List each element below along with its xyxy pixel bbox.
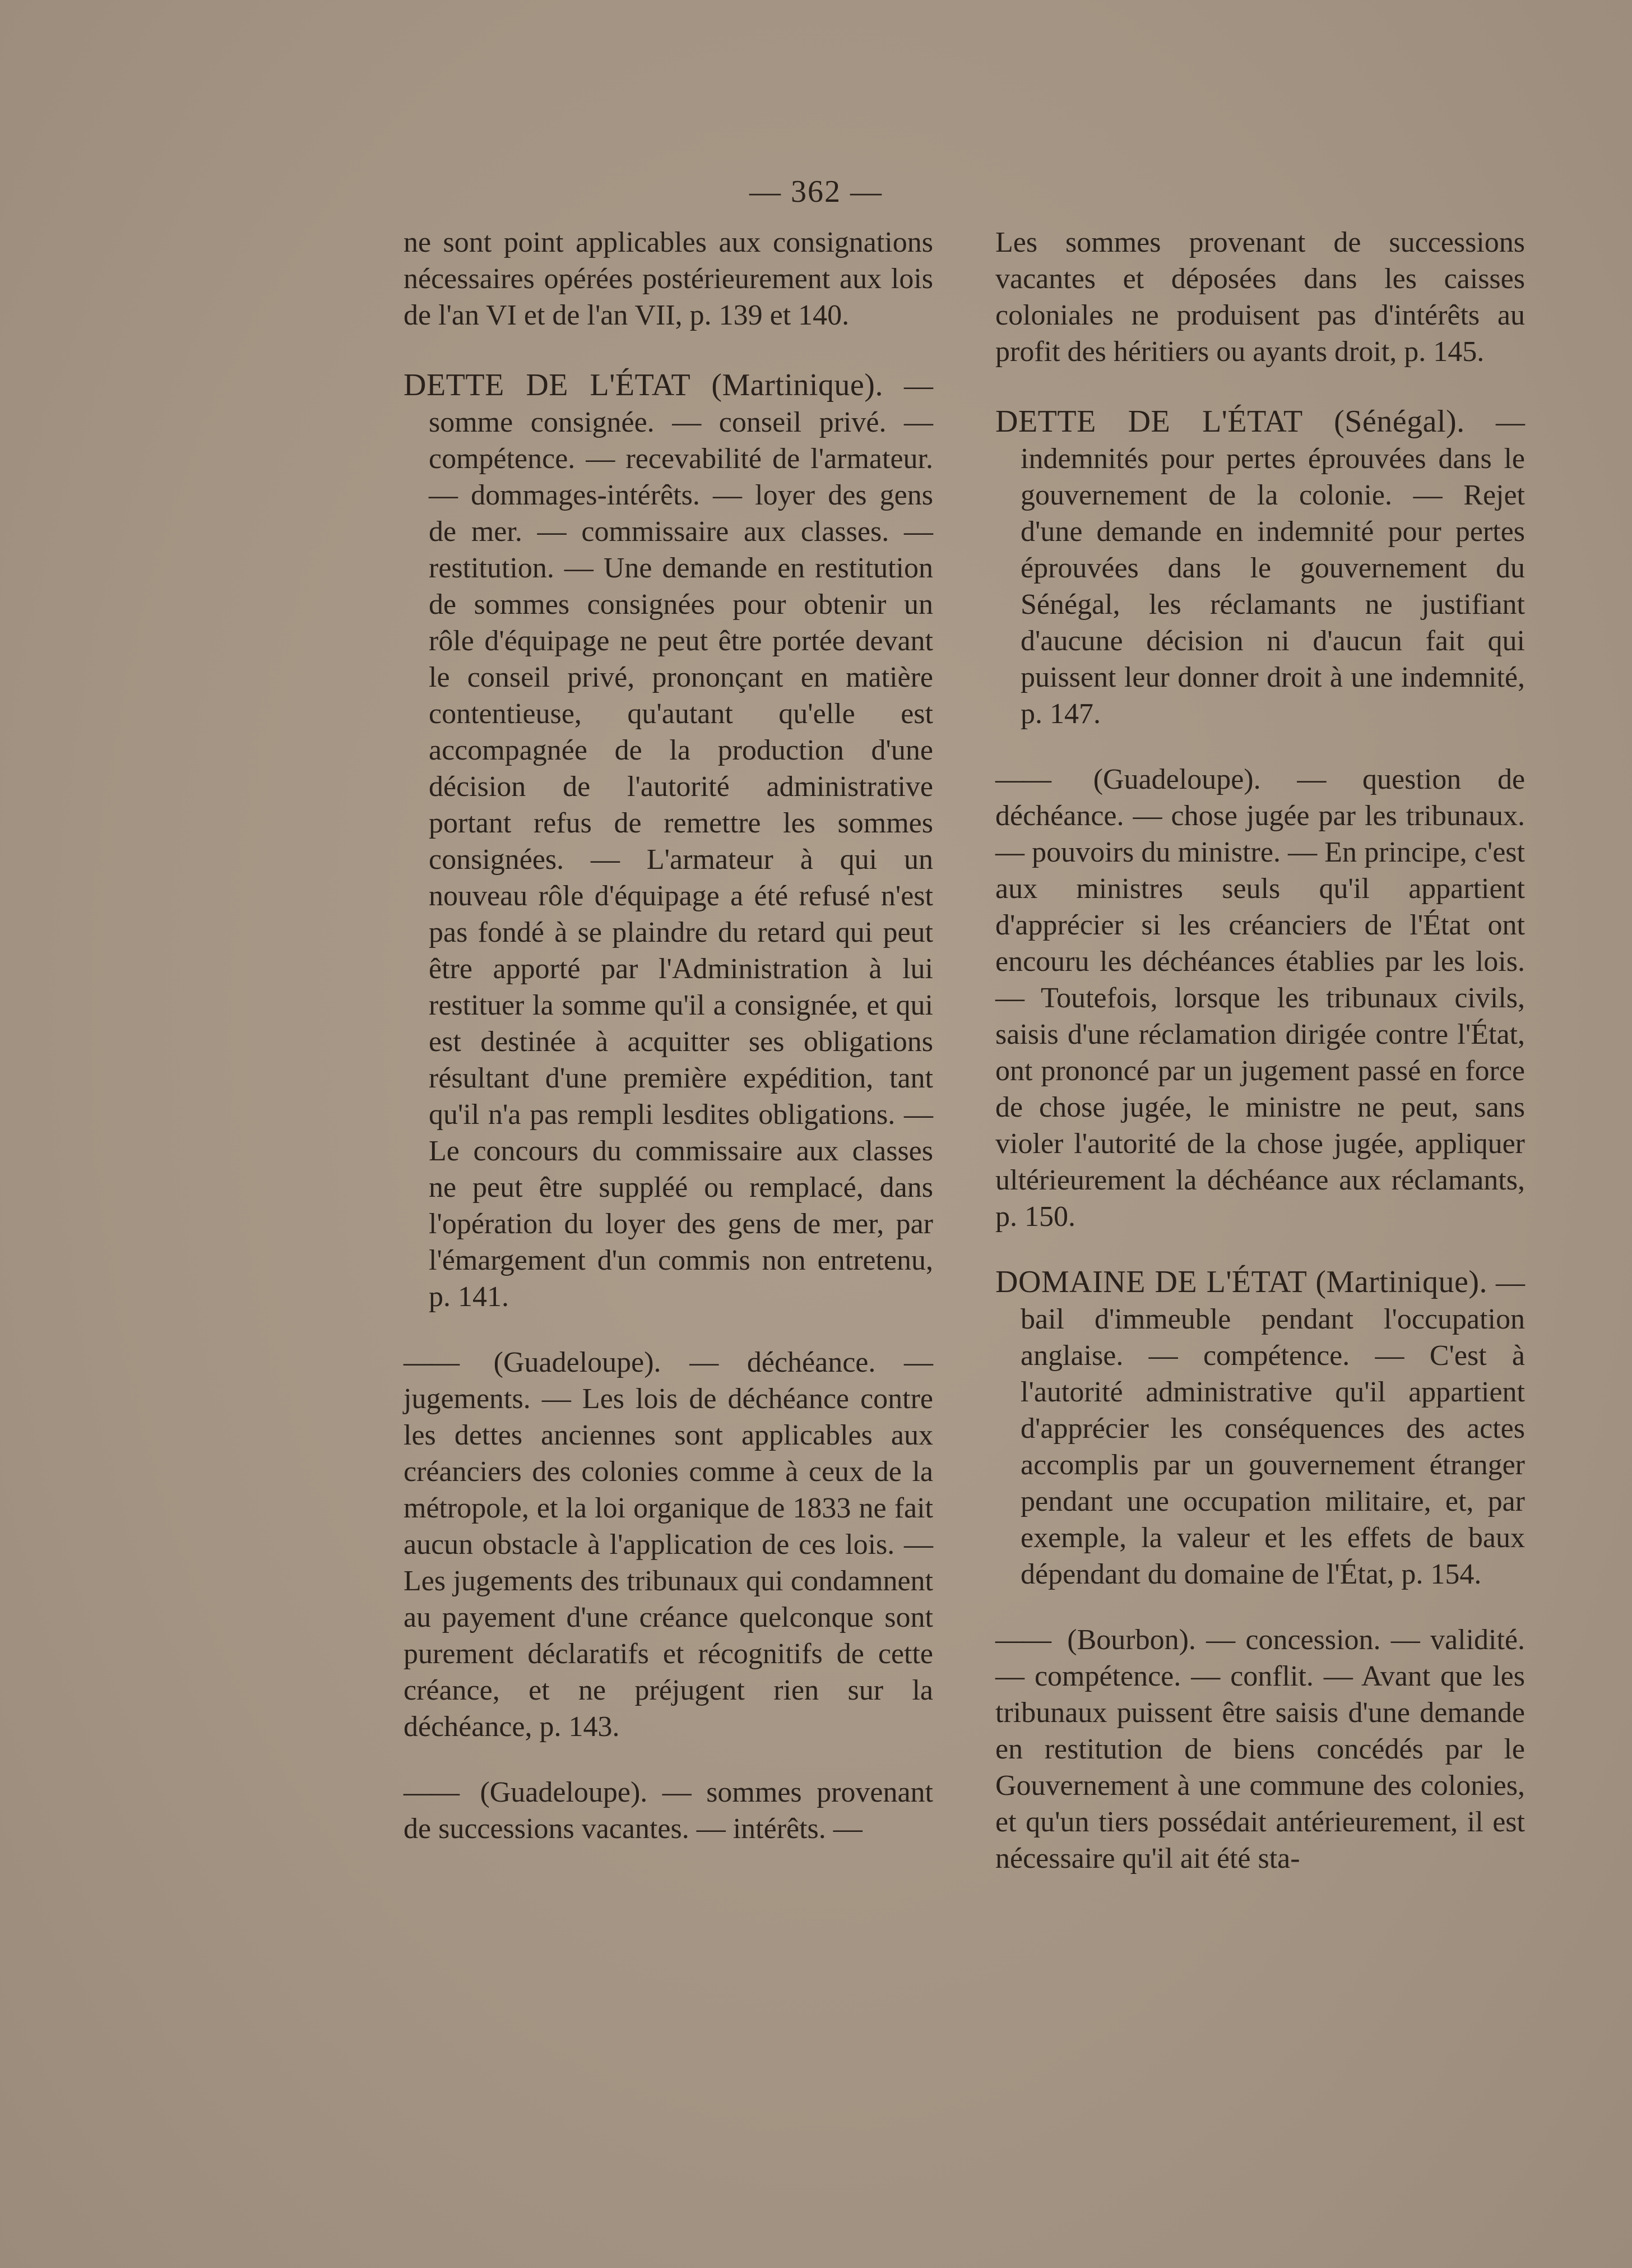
entry-body: — question de déchéance. — chose jugée par les tribunaux. — pouvoirs du ministre. — En principe, c'est aux ministres seuls qu'il appartient d'apprécier si les créanciers de l'État ont encouru les déchéances établies par les lois. — Toutefois, lorsque les tribunaux civils, saisis d'une réclamation dirigée contre l'État, ont prononcé par un jugement passé en force de chose jugée, le ministre ne peut, sans violer l'autorité de la chose jugée, appliquer ultérieurement la déchéance aux réclamants, p. 150. — [995, 763, 1526, 1233]
left-column — [404, 224, 933, 1876]
continuation-text: Les sommes provenant de successions vacantes et déposées dans les caisses coloniales ne produisent pas d'intérêts au profit des héritiers ou ayants droit, p. 145. — [995, 226, 1525, 368]
entry-subject: (Guadeloupe). — [493, 1346, 661, 1378]
entry-body: — sommes provenant de successions vacantes. — intérêts. — — [404, 1776, 933, 1845]
page-number: — 362 — — [749, 174, 883, 209]
entry-body: — somme consignée. — conseil privé. — compétence. — recevabilité de l'armateur. — dommages-intérêts. — loyer des gens de mer. — commissaire aux classes. — restitution. — Une demande en restitution de sommes consignées pour obtenir un rôle d'équipage ne peut être portée devant le conseil privé, prononçant en matière contentieuse, qu'autant qu'elle est accompagnée de la production d'une décision de l'autorité administrative portant refus de remettre les sommes consignées. — L'armateur à qui un nouveau rôle d'équipage a été refusé n'est pas fondé à se plaindre du retard qui peut être apporté par l'Administration à lui restituer la somme qu'il a consignée, et qui est destinée à acquitter ses obligations résultant d'une première expédition, tant qu'il n'a pas rempli lesdites obligations. — Le concours du commissaire aux classes ne peut être suppléé ou remplacé, dans l'opération du loyer des gens de mer, par l'émargement d'un commis non entretenu, p. 141. — [429, 370, 934, 1313]
entry-heading: DOMAINE DE L'ÉTAT — [995, 1265, 1308, 1299]
index-entry — [404, 1344, 933, 1745]
entry-subject: (Martinique). — [711, 368, 883, 402]
entry-subject: (Guadeloupe). — [480, 1776, 648, 1808]
entry-body: — bail d'immeuble pendant l'occupation anglaise. — compétence. — C'est à l'autorité administrative qu'il appartient d'apprécier les conséquences des actes accomplis par un gouvernement étranger pendant une occupation militaire, et, par exemple, la valeur et les effets de baux dépendant du domaine de l'État, p. 154. — [1021, 1267, 1526, 1590]
ditto-dash: —— — [995, 1624, 1049, 1656]
index-entry — [995, 761, 1525, 1235]
entry-subject: (Sénégal). — [1334, 404, 1465, 439]
entry-body: — déchéance. — jugements. — Les lois de déchéance contre les dettes anciennes sont applicables aux créanciers des colonies comme à ceux de la métropole, et la loi organique de 1833 ne fait aucun obstacle à l'application de ces lois. — Les jugements des tribunaux qui condamnent au payement d'une créance quelconque sont purement déclaratifs et récognitifs de cette créance, et ne préjugent rien sur la déchéance, p. 143. — [404, 1346, 934, 1743]
index-entry — [404, 1774, 933, 1847]
continuation-text: ne sont point applicables aux consignations nécessaires opérées postérieurement aux lois de l'an VI et de l'an VII, p. 139 et 140. — [404, 226, 933, 331]
entry-subject: (Bourbon). — [1067, 1624, 1196, 1656]
index-entry — [995, 1264, 1525, 1593]
index-entry — [995, 1622, 1525, 1877]
entry-heading: DETTE DE L'ÉTAT — [404, 368, 691, 402]
entry-heading: DETTE DE L'ÉTAT — [995, 404, 1303, 439]
ditto-dash: —— — [404, 1776, 457, 1808]
entry-body: — indemnités pour pertes éprouvées dans le gouvernement de la colonie. — Rejet d'une demande en indemnité pour pertes éprouvées dans le gouvernement du Sénégal, les réclamants ne justifiant d'aucune décision ni d'aucun fait qui puissent leur donner droit à une indemnité, p. 147. — [1021, 406, 1526, 730]
entry-body: — concession. — validité. — compétence. — conflit. — Avant que les tribunaux puissent être saisis d'une demande en restitution de biens concédés par le Gouvernement à une commune des colonies, et qu'un tiers possédait antérieurement, il est nécessaire qu'il ait été sta- — [995, 1624, 1525, 1874]
ditto-dash: —— — [404, 1346, 457, 1378]
right-column — [995, 224, 1525, 1906]
index-entry — [404, 367, 933, 1315]
index-entry — [995, 404, 1525, 732]
ditto-dash: —— — [995, 763, 1049, 795]
entry-subject: (Martinique). — [1315, 1265, 1487, 1299]
entry-subject: (Guadeloupe). — [1093, 763, 1261, 795]
